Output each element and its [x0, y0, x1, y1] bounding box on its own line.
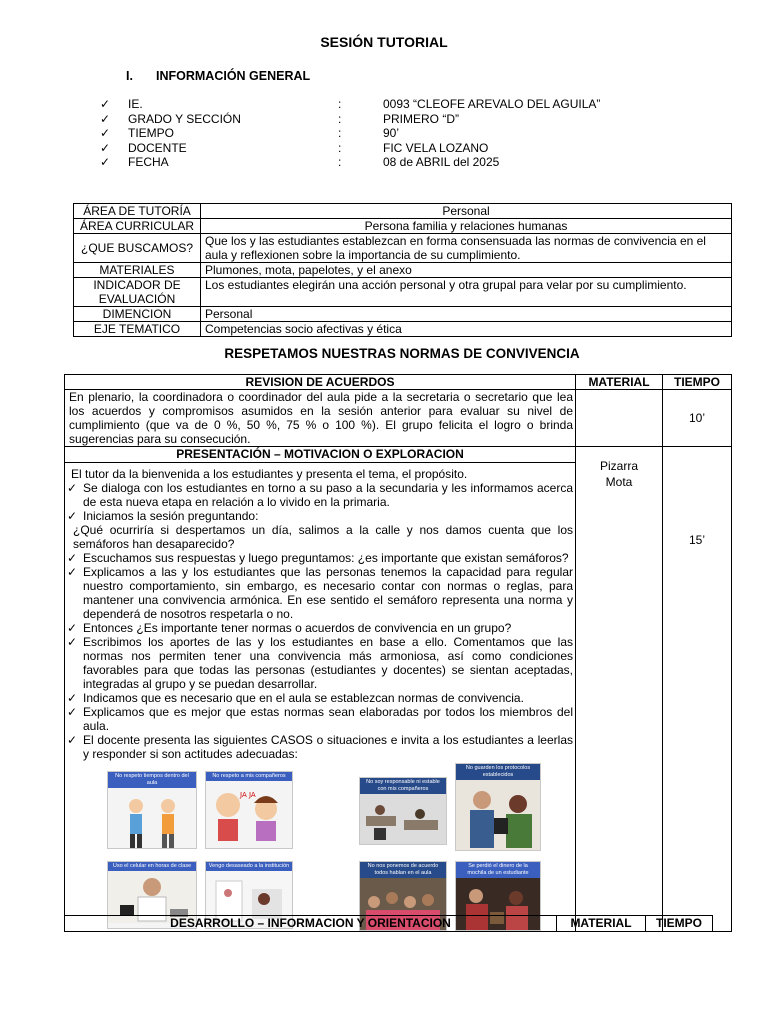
- info-colon: :: [338, 126, 342, 141]
- check-icon: ✓: [67, 481, 78, 495]
- presentacion-header: PRESENTACIÓN – MOTIVACION O EXPLORACION: [65, 447, 575, 463]
- classroom-desks-photo: [360, 794, 446, 844]
- check-icon: ✓: [67, 705, 78, 719]
- case-caption: No soy responsable ni estable con mis compañeros: [360, 778, 446, 794]
- desarrollo-material-header: MATERIAL: [557, 916, 646, 932]
- case-caption: No nos ponemos de acuerdo todos hablan en el aula: [360, 862, 446, 878]
- table-key: ÁREA DE TUTORÍA: [74, 204, 201, 219]
- case-caption: Se perdió el dinero de la mochila de un estudiante: [456, 862, 540, 878]
- case-image: [359, 777, 447, 845]
- table-key: MATERIALES: [74, 263, 201, 278]
- table-key: INDICADOR DE EVALUACIÓN: [74, 278, 201, 307]
- table-value: Personal: [201, 204, 732, 219]
- info-row: [100, 97, 660, 112]
- info-row: [100, 141, 660, 156]
- table-row: [74, 219, 732, 234]
- table-row: [74, 322, 732, 337]
- students-arguing-illustration: [108, 788, 196, 849]
- info-value: PRIMERO “D”: [383, 111, 459, 126]
- list-item: [67, 705, 573, 733]
- info-value: FIC VELA LOZANO: [383, 140, 489, 155]
- table-value: Que los y las estudiantes establezcan en forma consensuada las normas de convivencia en el aula y reflexionen sobre la importancia de su cumplimiento.: [201, 234, 732, 263]
- info-label: IE.: [128, 97, 143, 111]
- check-icon: ✓: [100, 97, 111, 111]
- info-colon: :: [338, 140, 342, 155]
- list-item-text: Indicamos que es necesario que en el aula se establezcan normas de convivencia.: [83, 691, 524, 705]
- table-value: Personal: [201, 307, 732, 322]
- table-value: Persona familia y relaciones humanas: [201, 219, 732, 234]
- table-row: [74, 278, 732, 307]
- check-icon: ✓: [67, 635, 78, 649]
- info-value: 08 de ABRIL del 2025: [383, 155, 500, 170]
- convivencia-title: RESPETAMOS NUESTRAS NORMAS DE CONVIVENCIA: [224, 346, 580, 361]
- case-caption: No respeto tiempos dentro del aula: [108, 772, 196, 788]
- intro-text: El tutor da la bienvenida a los estudiantes y presenta el tema, el propósito.: [71, 467, 468, 481]
- material-item: Mota: [605, 475, 633, 489]
- students-backpack-photo: [456, 780, 540, 850]
- revision-header: REVISION DE ACUERDOS: [65, 375, 576, 390]
- list-item: [67, 733, 573, 761]
- case-image: [205, 771, 293, 849]
- material-header: MATERIAL: [576, 375, 663, 390]
- revision-material: [576, 390, 663, 447]
- desarrollo-table: [64, 915, 713, 932]
- info-label: TIEMPO: [128, 126, 175, 141]
- info-colon: :: [338, 97, 342, 111]
- check-icon: ✓: [100, 155, 111, 170]
- list-item-text: Explicamos que es mejor que estas normas sean elaboradas por todos los miembros del aula.: [83, 705, 573, 733]
- table-row: [74, 307, 732, 322]
- table-value: Plumones, mota, papelotes, y el anexo: [201, 263, 732, 278]
- check-icon: ✓: [100, 111, 111, 126]
- general-info-list: [100, 97, 660, 170]
- info-colon: :: [338, 111, 342, 126]
- list-item-text: Se dialoga con los estudiantes en torno a su paso a la secundaria y les informamos acerca de esta nueva etapa en relación a lo vivido en la primaria.: [83, 481, 573, 509]
- case-caption: Vengo desaseado a la institución: [206, 862, 292, 871]
- table-row: [65, 390, 732, 447]
- revision-text: En plenario, la coordinadora o coordinador del aula pide a la secretaria o secretario que lea los acuerdos y compromisos asumidos en la sesión anterior para evaluar su nivel de cumplimiento (que va de 0 %, 50 %, 75 % o 100 %). El grupo felicita el logro o brinda sugerencias para su consecución.: [65, 390, 576, 447]
- case-caption: No guarden los protocolos establecidos: [456, 764, 540, 780]
- check-icon: ✓: [67, 691, 78, 705]
- info-value: 0093 “CLEOFE AREVALO DEL AGUILA”: [383, 97, 601, 111]
- time-header: TIEMPO: [663, 375, 732, 390]
- list-item: [67, 691, 573, 705]
- case-image: [107, 771, 197, 849]
- info-row: [100, 112, 660, 127]
- table-row: [74, 234, 732, 263]
- table-key: ÁREA CURRICULAR: [74, 219, 201, 234]
- material-item: Pizarra: [599, 459, 638, 473]
- desarrollo-header: DESARROLLO – INFORMACION Y ORIENTACION: [65, 916, 557, 932]
- list-item: [67, 551, 573, 565]
- section-heading: [126, 69, 310, 83]
- page-title: SESIÓN TUTORIAL: [320, 34, 448, 50]
- info-row: [100, 126, 660, 141]
- section-title: INFORMACIÓN GENERAL: [156, 69, 311, 83]
- table-row: [65, 916, 713, 932]
- list-item-text: Escribimos los aportes de las y los estudiantes en base a ello. Comentamos que las normas nos permiten tener una convivencia más armoniosa, así como condiciones favorables para que todas las personas (estudiantes y docentes) se sientan aceptadas, integradas al grupo y se puedan desarrollar.: [83, 635, 573, 691]
- table-row: [65, 375, 732, 390]
- check-icon: ✓: [67, 565, 78, 579]
- list-item: [67, 509, 573, 523]
- area-table: [73, 203, 732, 337]
- table-value: Los estudiantes elegirán una acción personal y otra grupal para velar por su cumplimiento.: [201, 278, 732, 307]
- desarrollo-time-header: TIEMPO: [646, 916, 713, 932]
- info-label: DOCENTE: [128, 140, 187, 155]
- svg-text:JA JA: JA JA: [240, 791, 256, 799]
- check-icon: ✓: [67, 551, 78, 565]
- table-value: Competencias socio afectivas y ética: [201, 322, 732, 337]
- info-label: FECHA: [128, 155, 169, 170]
- revision-time: 10’: [663, 390, 732, 447]
- table-row: [74, 204, 732, 219]
- table-key: DIMENCION: [74, 307, 201, 322]
- presentacion-cell: [65, 447, 576, 932]
- case-images: [67, 765, 573, 931]
- table-key: EJE TEMATICO: [74, 322, 201, 337]
- info-label: GRADO Y SECCIÓN: [128, 111, 241, 126]
- question-text: ¿Qué ocurriría si despertamos un día, salimos a la calle y nos damos cuenta que los semáforos han desaparecido?: [73, 523, 573, 551]
- section-number: I.: [126, 69, 133, 83]
- check-icon: ✓: [67, 621, 78, 635]
- presentacion-material: [576, 447, 663, 932]
- list-item-text: Entonces ¿Es importante tener normas o acuerdos de convivencia en un grupo?: [83, 621, 512, 635]
- case-caption: No respeto a mis compañeros: [206, 772, 292, 781]
- list-item: [67, 635, 573, 691]
- session-table: [64, 374, 732, 932]
- presentacion-time: 15’: [663, 447, 732, 932]
- table-row: [74, 263, 732, 278]
- info-row: [100, 155, 660, 170]
- case-caption: Uso el celular en horas de clase: [108, 862, 196, 871]
- info-value: 90’: [383, 126, 400, 141]
- list-item-text: Explicamos a las y los estudiantes que las personas tenemos la capacidad para regular nuestro comportamiento, sin embargo, es necesario contar con normas o reglas, para mantener una convivencia armónica. En ese sentido el semáforo representa una norma y dependerá de nosotros respetarla o no.: [83, 565, 573, 621]
- check-icon: ✓: [67, 509, 78, 523]
- list-item: [67, 621, 573, 635]
- table-key: ¿QUE BUSCAMOS?: [74, 234, 201, 263]
- students-mocking-illustration: [206, 781, 292, 847]
- check-icon: ✓: [100, 140, 111, 155]
- info-colon: :: [338, 155, 342, 170]
- list-item-text: Iniciamos la sesión preguntando:: [83, 509, 259, 523]
- list-item-text: El docente presenta las siguientes CASOS o situaciones e invita a los estudiantes a leerlas y responder si son actitudes adecuadas:: [83, 733, 573, 761]
- check-icon: ✓: [100, 126, 111, 141]
- table-row: [65, 447, 732, 932]
- list-item: [67, 481, 573, 509]
- list-item-text: Escuchamos sus respuestas y luego preguntamos: ¿es importante que existan semáforos?: [83, 551, 569, 565]
- case-image: [455, 763, 541, 851]
- list-item: [67, 565, 573, 621]
- check-icon: ✓: [67, 733, 78, 747]
